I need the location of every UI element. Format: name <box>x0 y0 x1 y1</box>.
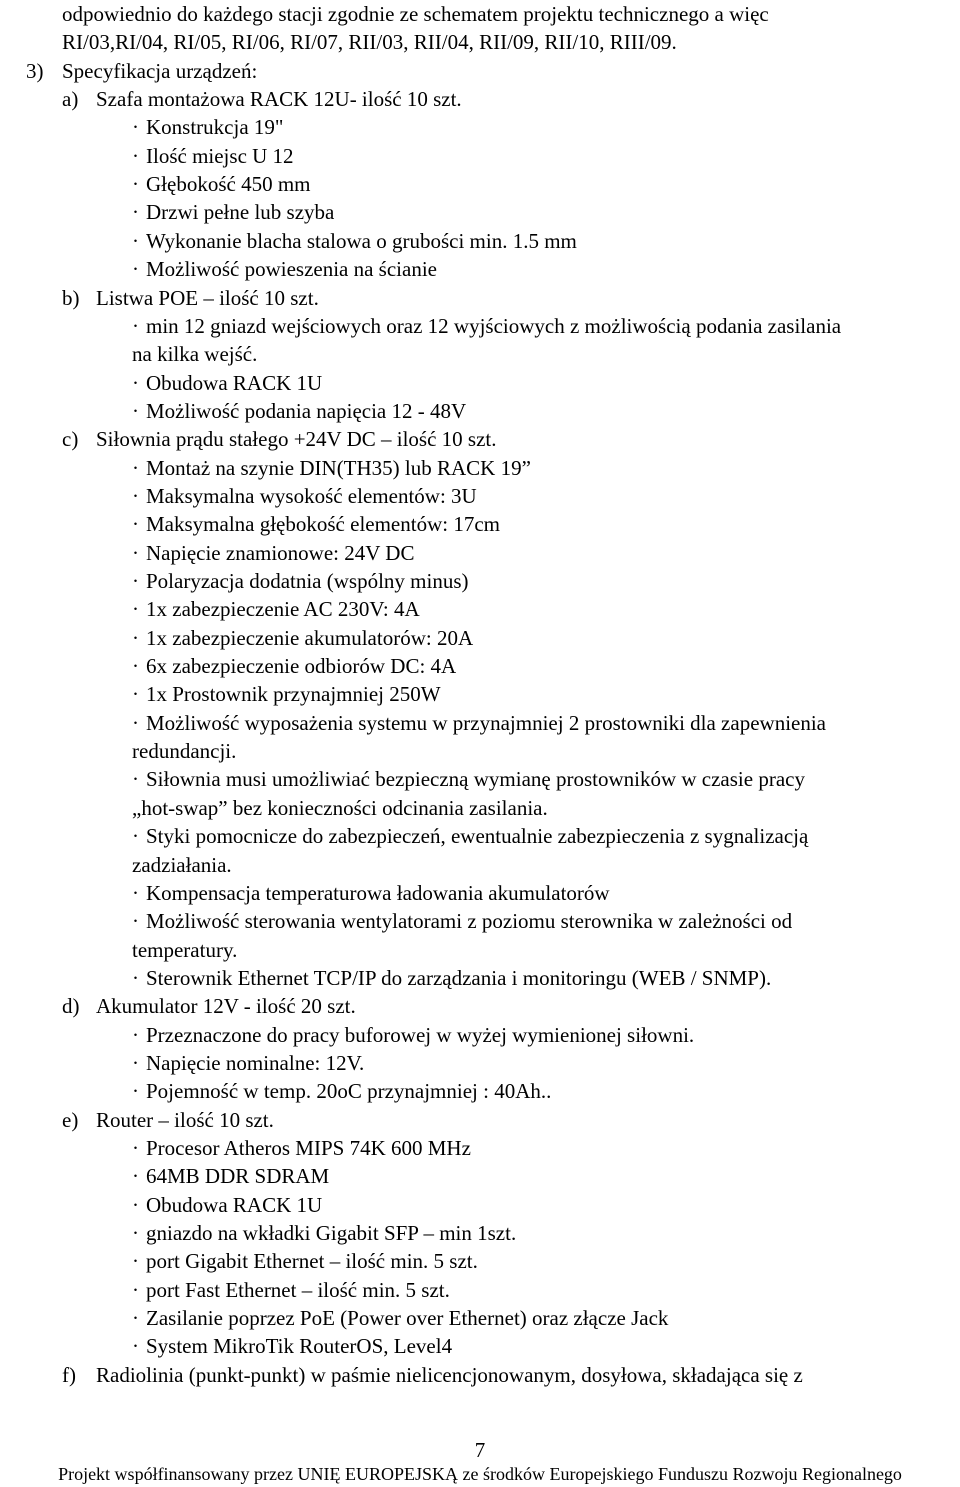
line-text: Drzwi pełne lub szyba <box>146 200 335 225</box>
bullet-icon: · <box>132 965 139 990</box>
line-text: Głębokość 450 mm <box>146 172 311 197</box>
line-text: Ilość miejsc U 12 <box>146 143 294 168</box>
line-text: Maksymalna wysokość elementów: 3U <box>146 483 477 508</box>
line-text: temperatury. <box>132 937 238 962</box>
list-item <box>132 170 310 198</box>
list-item <box>132 255 437 283</box>
list-item <box>132 227 577 255</box>
list-item <box>132 1134 471 1162</box>
line-text: na kilka wejść. <box>132 342 258 367</box>
bullet-icon: · <box>132 200 139 225</box>
bullet-icon: · <box>132 1079 139 1104</box>
line-text: 6x zabezpieczenie odbiorów DC: 4A <box>146 654 457 679</box>
line-text: Siłownia prądu stałego +24V DC – ilość 10 szt. <box>96 427 497 452</box>
line-text: Przeznaczone do pracy buforowej w wyżej wymienionej siłowni. <box>146 1022 695 1047</box>
line-text: odpowiednio do każdego stacji zgodnie ze schematem projektu technicznego a więc <box>62 2 769 26</box>
bullet-icon: · <box>132 1022 139 1047</box>
line-text: min 12 gniazd wejściowych oraz 12 wyjściowych z możliwością podania zasilania <box>146 313 842 338</box>
list-item <box>132 567 469 595</box>
list-heading <box>62 1361 803 1389</box>
line-text: Napięcie nominalne: 12V. <box>146 1050 365 1075</box>
line-text: port Gigabit Ethernet – ilość min. 5 szt. <box>146 1249 478 1274</box>
bullet-icon: · <box>132 143 139 168</box>
bullet-icon: · <box>132 398 139 423</box>
line-text: Możliwość podania napięcia 12 - 48V <box>146 398 467 423</box>
list-item <box>132 851 232 879</box>
line-text: Możliwość sterowania wentylatorami z poziomu sterownika w zależności od <box>146 909 793 934</box>
list-item <box>132 907 792 935</box>
list-item <box>132 1021 694 1049</box>
bullet-icon: · <box>132 569 139 593</box>
line-text: Konstrukcja 19" <box>146 115 284 140</box>
list-item <box>132 624 473 652</box>
line-text: System MikroTik RouterOS, Level4 <box>146 1334 453 1359</box>
bullet-icon: · <box>132 1136 139 1160</box>
list-item <box>132 312 841 340</box>
line-text: Napięcie znamionowe: 24V DC <box>146 540 415 565</box>
line-text: Obudowa RACK 1U <box>146 1192 323 1217</box>
list-marker: 3) <box>26 58 44 83</box>
bullet-icon: · <box>132 625 139 650</box>
list-heading <box>62 1106 274 1134</box>
bullet-icon: · <box>132 115 139 140</box>
bullet-icon: · <box>132 512 139 537</box>
bullet-icon: · <box>132 909 139 934</box>
line-text: gniazdo na wkładki Gigabit SFP – min 1szt. <box>146 1221 517 1246</box>
line-text: Specyfikacja urządzeń: <box>62 58 258 83</box>
bullet-icon: · <box>132 1334 139 1359</box>
page-number: 7 <box>474 1438 486 1462</box>
list-item <box>132 340 257 368</box>
bullet-icon: · <box>132 1277 139 1302</box>
list-item <box>132 595 420 623</box>
list-item <box>132 369 322 397</box>
list-item <box>62 0 769 28</box>
list-marker: c) <box>62 427 79 452</box>
line-text: Możliwość powieszenia na ścianie <box>146 257 437 282</box>
list-heading <box>62 992 356 1020</box>
list-marker: e) <box>62 1107 79 1132</box>
bullet-icon: · <box>132 1249 139 1274</box>
line-text: Obudowa RACK 1U <box>146 370 323 395</box>
line-text: Możliwość wyposażenia systemu w przynajmniej 2 prostowniki dla zapewnienia <box>146 710 826 735</box>
line-text: Montaż na szynie DIN(TH35) lub RACK 19” <box>146 455 531 480</box>
line-text: Pojemność w temp. 20oC przynajmniej : 40Ah.. <box>146 1079 552 1104</box>
list-item <box>132 680 441 708</box>
list-item <box>132 1304 668 1332</box>
bullet-icon: · <box>132 1192 139 1217</box>
bullet-icon: · <box>132 313 139 338</box>
bullet-icon: · <box>132 540 139 565</box>
line-text: 1x zabezpieczenie AC 230V: 4A <box>146 597 420 622</box>
line-text: 1x zabezpieczenie akumulatorów: 20A <box>146 625 474 650</box>
list-item <box>132 397 466 425</box>
list-item <box>132 1219 516 1247</box>
line-text: Siłownia musi umożliwiać bezpieczną wymianę prostowników w czasie pracy <box>146 767 805 792</box>
line-text: Kompensacja temperaturowa ładowania akumulatorów <box>146 880 610 905</box>
list-item <box>132 964 771 992</box>
page-footer: Projekt współfinansowany przez UNIĘ EUROPEJSKĄ ze środków Europejskiego Funduszu Rozwoju Regionalnego <box>58 1464 902 1484</box>
bullet-icon: · <box>132 228 139 253</box>
list-heading <box>62 425 497 453</box>
bullet-icon: · <box>132 710 139 735</box>
bullet-icon: · <box>132 824 139 849</box>
list-item <box>132 1247 478 1275</box>
line-text: „hot-swap” bez konieczności odcinania zasilania. <box>132 795 548 820</box>
list-item <box>132 879 610 907</box>
line-text: port Fast Ethernet – ilość min. 5 szt. <box>146 1277 450 1302</box>
bullet-icon: · <box>132 172 139 197</box>
list-item <box>132 113 283 141</box>
list-item <box>132 510 500 538</box>
list-item <box>132 765 805 793</box>
line-text: Radiolinia (punkt-punkt) w paśmie nielicencjonowanym, dosyłowa, składająca się z <box>96 1362 803 1387</box>
line-text: Router – ilość 10 szt. <box>96 1107 274 1132</box>
bullet-icon: · <box>132 1221 139 1246</box>
list-item <box>132 652 456 680</box>
line-text: Listwa POE – ilość 10 szt. <box>96 285 319 310</box>
list-item <box>132 737 236 765</box>
line-text: Maksymalna głębokość elementów: 17cm <box>146 512 500 537</box>
line-text: 64MB DDR SDRAM <box>146 1164 330 1189</box>
list-item <box>132 794 548 822</box>
bullet-icon: · <box>132 767 139 792</box>
line-text: RI/03,RI/04, RI/05, RI/06, RI/07, RII/03, RII/04, RII/09, RII/10, RIII/09. <box>62 30 677 55</box>
line-text: redundancji. <box>132 739 237 764</box>
line-text: Zasilanie poprzez PoE (Power over Ethernet) oraz złącze Jack <box>146 1306 669 1331</box>
bullet-icon: · <box>132 257 139 282</box>
line-text: Akumulator 12V - ilość 20 szt. <box>96 994 356 1019</box>
list-marker: a) <box>62 87 79 112</box>
list-item <box>132 822 808 850</box>
list-marker: f) <box>62 1362 76 1387</box>
list-marker: d) <box>62 994 80 1019</box>
list-heading <box>62 284 319 312</box>
list-item <box>132 1191 322 1219</box>
bullet-icon: · <box>132 455 139 480</box>
bullet-icon: · <box>132 880 139 905</box>
line-text: Polaryzacja dodatnia (wspólny minus) <box>146 569 469 593</box>
list-heading <box>26 57 257 85</box>
bullet-icon: · <box>132 682 139 707</box>
line-text: Procesor Atheros MIPS 74K 600 MHz <box>146 1136 471 1160</box>
list-item <box>132 454 531 482</box>
bullet-icon: · <box>132 1164 139 1189</box>
list-item <box>132 1077 551 1105</box>
line-text: Szafa montażowa RACK 12U- ilość 10 szt. <box>96 87 462 112</box>
list-item <box>132 142 294 170</box>
line-text: Styki pomocnicze do zabezpieczeń, ewentualnie zabezpieczenia z sygnalizacją <box>146 824 809 849</box>
bullet-icon: · <box>132 1306 139 1331</box>
list-item <box>132 1276 450 1304</box>
line-text: Wykonanie blacha stalowa o grubości min. 1.5 mm <box>146 228 577 253</box>
line-text: 1x Prostownik przynajmniej 250W <box>146 682 441 707</box>
list-item <box>132 482 477 510</box>
bullet-icon: · <box>132 1050 139 1075</box>
list-heading <box>62 85 462 113</box>
list-item <box>132 1332 452 1360</box>
list-item <box>132 709 826 737</box>
line-text: zadziałania. <box>132 852 232 877</box>
list-item <box>132 1162 329 1190</box>
bullet-icon: · <box>132 483 139 508</box>
bullet-icon: · <box>132 654 139 679</box>
line-text: Sterownik Ethernet TCP/IP do zarządzania i monitoringu (WEB / SNMP). <box>146 965 772 990</box>
list-marker: b) <box>62 285 80 310</box>
list-item <box>132 1049 364 1077</box>
bullet-icon: · <box>132 370 139 395</box>
list-item <box>132 936 237 964</box>
list-item <box>132 198 334 226</box>
list-item <box>132 539 414 567</box>
bullet-icon: · <box>132 597 139 622</box>
list-item <box>62 28 677 56</box>
